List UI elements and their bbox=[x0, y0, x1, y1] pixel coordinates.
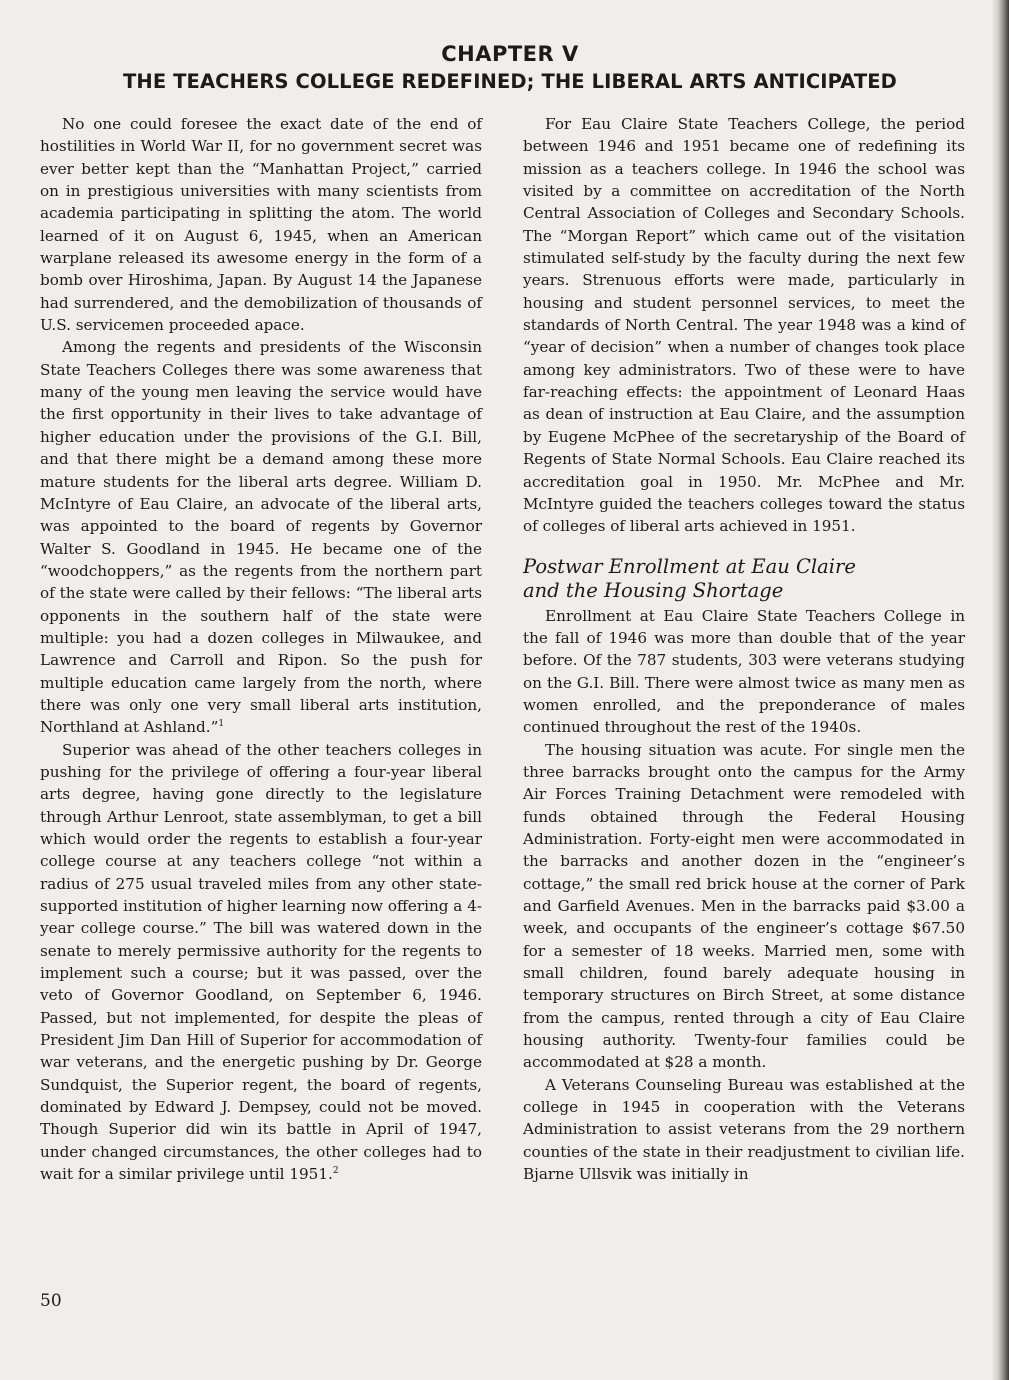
paragraph bbox=[40, 336, 482, 738]
page-edge-shadow bbox=[991, 0, 1009, 1380]
paragraph bbox=[40, 113, 482, 336]
right-column bbox=[523, 113, 965, 1185]
chapter-header bbox=[40, 40, 980, 96]
paragraph bbox=[523, 1074, 965, 1186]
paragraph-text: No one could foresee the exact date of the end of hostilities in World War II, for no government secret was ever better kept than the “Manhattan Project,” carried on in prestigious universities with many scientists from academia participating in splitting the atom. The world learned of it on August 6, 1945, when an American warplane released its awesome energy in the form of a bomb over Hiroshima, Japan. By August 14 the Japanese had surrendered, and the demobilization of thousands of U.S. servicemen proceeded apace. bbox=[40, 115, 482, 335]
footnote-marker: 2 bbox=[332, 1166, 339, 1177]
paragraph-text: A Veterans Counseling Bureau was established at the college in 1945 in cooperation with the Veterans Administration to assist veterans from the 29 northern counties of the state in their readjustment to civilian life. Bjarne Ullsvik was initially in bbox=[523, 1075, 965, 1184]
paragraph-text: Enrollment at Eau Claire State Teachers College in the fall of 1946 was more than double that of the year before. Of the 787 students, 303 were veterans studying on the G.I. Bill. There were almost twice as many men as women enrolled, and the preponderance of males continued throughout the rest of the 1940s. bbox=[523, 606, 965, 737]
paragraph-text: The housing situation was acute. For single men the three barracks brought onto the campus for the Army Air Forces Training Detachment were remodeled with funds obtained through the Federal Housing Administration. Forty-eight men were accommodated in the barracks and another dozen in the “engineer’s cottage,” the small red brick house at the corner of Park and Garfield Avenues. Men in the barracks paid $3.00 a week, and occupants of the engineer’s cottage $67.50 for a semester of 18 weeks. Married men, some with small children, found barely adequate housing in temporary structures on Birch Street, at some distance from the campus, rented through a city of Eau Claire housing authority. Twenty-four families could be accommodated at $28 a month. bbox=[523, 740, 965, 1072]
paragraph bbox=[523, 605, 965, 739]
paragraph-text: For Eau Claire State Teachers College, the period between 1946 and 1951 became one of redefining its mission as a teachers college. In 1946 the school was visited by a committee on accreditation of the North Central Association of Colleges and Secondary Schools. The “Morgan Report” which came out of the visitation stimulated self-study by the faculty during the next few years. Strenuous efforts were made, particularly in housing and student personnel services, to meet the standards of North Central. The year 1948 was a kind of “year of decision” when a number of changes took place among key administrators. Two of these were to have far-reaching effects: the appointment of Leonard Haas as dean of instruction at Eau Claire, and the assumption by Eugene McPhee of the secretaryship of the Board of Regents of State Normal Schools. Eau Claire reached its accreditation goal in 1950. Mr. McPhee and Mr. McIntyre guided the teachers colleges toward the status of colleges of liberal arts achieved in 1951. bbox=[523, 115, 965, 536]
left-column bbox=[40, 113, 482, 1186]
section-subheading bbox=[523, 555, 965, 603]
subheading-line: and the Housing Shortage bbox=[523, 578, 784, 602]
paragraph bbox=[523, 739, 965, 1074]
paragraph-text: Superior was ahead of the other teachers colleges in pushing for the privilege of offering a four-year liberal arts degree, having gone directly to the legislature through Arthur Lenroot, state assemblyman, to get a bill which would order the regents to establish a four-year college course at any teachers college “not within a radius of 275 usual traveled miles from any other state-supported institution of higher learning now offering a 4-year college course.” The bill was watered down in the senate to merely permissive authority for the regents to implement such a course; but it was passed, over the veto of Governor Goodland, on September 6, 1946. Passed, but not implemented, for despite the pleas of President Jim Dan Hill of Superior for accommodation of war veterans, and the energetic pushing by Dr. George Sundquist, the Superior regent, the board of regents, dominated by Edward J. Dempsey, could not be moved. Though Superior did win its battle in April of 1947, under changed circumstances, the other colleges had to wait for a similar privilege until 1951. bbox=[40, 740, 482, 1184]
footnote-marker: 1 bbox=[218, 719, 225, 730]
paragraph bbox=[40, 739, 482, 1186]
paragraph-text: Among the regents and presidents of the Wisconsin State Teachers Colleges there was some awareness that many of the young men leaving the service would have the first opportunity in their lives to take advantage of higher education under the provisions of the G.I. Bill, and that there might be a demand among these more mature students for the liberal arts degree. William D. McIntyre of Eau Claire, an advocate of the liberal arts, was appointed to the board of regents by Governor Walter S. Goodland in 1945. He became one of the “woodchoppers,” as the regents from the northern part of the state were called by their fellows: “The liberal arts opponents in the southern half of the state were multiple: you had a dozen colleges in Milwaukee, and Lawrence and Carroll and Ripon. So the push for multiple education came largely from the north, where there was only one very small liberal arts institution, Northland at Ashland.” bbox=[40, 338, 482, 737]
chapter-label: CHAPTER V bbox=[441, 42, 579, 66]
page-number: 50 bbox=[40, 1291, 62, 1311]
chapter-title: THE TEACHERS COLLEGE REDEFINED; THE LIBERAL ARTS ANTICIPATED bbox=[123, 70, 897, 93]
paragraph bbox=[523, 113, 965, 538]
subheading-line: Postwar Enrollment at Eau Claire bbox=[523, 554, 856, 578]
